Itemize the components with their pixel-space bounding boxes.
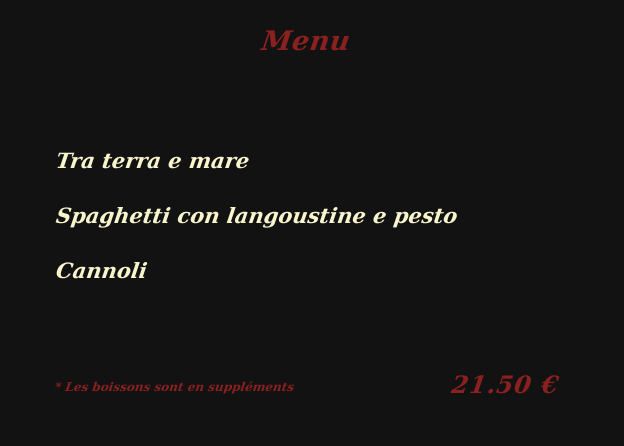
- menu-price: 21.50 €: [449, 370, 562, 399]
- dish-item: Spaghetti con langoustine e pesto: [54, 203, 460, 228]
- dish-item: Tra terra e mare: [54, 148, 252, 173]
- dish-list: [54, 142, 460, 307]
- menu-title: Menu: [259, 26, 353, 57]
- drinks-footnote: * Les boissons sont en suppléments: [54, 380, 296, 394]
- dish-item: Cannoli: [54, 258, 149, 283]
